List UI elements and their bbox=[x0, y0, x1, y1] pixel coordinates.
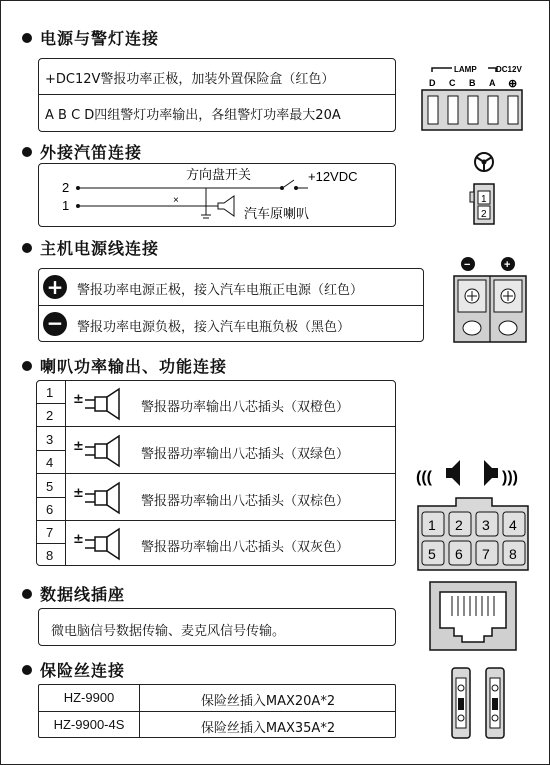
horn-connector-diagram bbox=[462, 148, 508, 226]
speaker-row-3: 警报器功率输出八芯插头（双棕色） bbox=[141, 494, 350, 509]
speaker-icon-2 bbox=[83, 434, 127, 468]
speaker-left-icon bbox=[446, 460, 460, 486]
pm-sign-4: ± bbox=[73, 532, 84, 547]
pm-sign-3: ± bbox=[73, 486, 84, 501]
minus-circle-icon: − bbox=[43, 312, 67, 336]
fuse-model-2: HZ-9900-4S bbox=[53, 717, 125, 732]
plug-pin-4: 4 bbox=[509, 517, 517, 533]
pin-1: 1 bbox=[46, 385, 54, 400]
pin-4: 4 bbox=[46, 455, 54, 470]
power-lamp-row-1: +DC12V警报功率正极，加装外置保险盒（红色） bbox=[45, 72, 335, 87]
connector-pin-2: 2 bbox=[481, 209, 487, 220]
bullet-icon bbox=[22, 589, 32, 599]
pin-3: 3 bbox=[46, 432, 54, 447]
divider bbox=[37, 473, 395, 474]
speaker-table bbox=[36, 380, 396, 566]
divider bbox=[37, 520, 395, 521]
bullet-icon bbox=[22, 665, 32, 675]
bullet-icon bbox=[22, 147, 32, 157]
wire-label-2: 2 bbox=[62, 180, 70, 195]
svg-text:−: − bbox=[464, 259, 471, 271]
pin-d: D bbox=[429, 78, 436, 88]
data-table bbox=[38, 608, 396, 646]
section-title-text: 数据线插座 bbox=[40, 585, 126, 604]
speaker-right-icon bbox=[484, 460, 498, 486]
bullet-icon bbox=[22, 33, 32, 43]
svg-text:+: + bbox=[504, 259, 511, 271]
voltage-label: +12VDC bbox=[308, 169, 358, 184]
section-title-text: 保险丝连接 bbox=[40, 661, 126, 680]
section-title-power-lamp bbox=[22, 26, 159, 49]
data-row: 微电脑信号数据传输、麦克风信号传输。 bbox=[51, 624, 286, 639]
section-title-text: 电源与警灯连接 bbox=[40, 29, 160, 48]
svg-text:×: × bbox=[173, 195, 179, 206]
divider bbox=[39, 94, 395, 95]
section-title-main-power bbox=[22, 236, 159, 259]
section-title-data bbox=[22, 582, 125, 605]
plug-pin-8: 8 bbox=[509, 546, 517, 562]
main-power-table bbox=[38, 268, 424, 342]
section-title-fuse bbox=[22, 658, 125, 681]
power-terminal-diagram bbox=[450, 254, 530, 344]
horn-wiring-diagram bbox=[38, 163, 396, 227]
pin-plus: ⊕ bbox=[508, 78, 518, 90]
power-lamp-table bbox=[38, 58, 396, 132]
pin-7: 7 bbox=[46, 525, 54, 540]
pin-b: B bbox=[469, 78, 476, 88]
lamp-connector-diagram bbox=[418, 62, 528, 132]
speaker-row-1: 警报器功率输出八芯插头（双橙色） bbox=[141, 400, 350, 415]
pin-5: 5 bbox=[46, 479, 54, 494]
plug-pin-5: 5 bbox=[428, 546, 436, 562]
connector-pin-1: 1 bbox=[481, 194, 487, 205]
pin-6: 6 bbox=[46, 502, 54, 517]
fuse-desc-1: 保险丝插入MAX20A*2 bbox=[200, 694, 336, 709]
fuse-holder-diagram bbox=[446, 666, 514, 742]
plug-pin-3: 3 bbox=[482, 517, 490, 533]
main-power-row-1: 警报功率电源正极，接入汽车电瓶正电源（红色） bbox=[77, 283, 364, 298]
horn-label: 汽车原喇叭 bbox=[244, 206, 310, 221]
section-title-text: 喇叭功率输出、功能连接 bbox=[40, 357, 228, 376]
divider bbox=[39, 711, 395, 712]
section-title-text: 主机电源线连接 bbox=[40, 239, 160, 258]
switch-label: 方向盘开关 bbox=[186, 167, 252, 182]
svg-text:(((: ((( bbox=[416, 469, 432, 486]
divider bbox=[39, 305, 423, 306]
speaker-row-4: 警报器功率输出八芯插头（双灰色） bbox=[141, 540, 350, 555]
eight-pin-plug-diagram bbox=[412, 456, 536, 572]
section-title-speaker bbox=[22, 354, 227, 377]
bullet-icon bbox=[22, 361, 32, 371]
horn-icon bbox=[218, 196, 234, 216]
speaker-icon-1 bbox=[83, 387, 127, 421]
plug-pin-1: 1 bbox=[428, 517, 436, 533]
divider bbox=[37, 426, 395, 427]
pm-sign-2: ± bbox=[73, 439, 84, 454]
plug-pin-7: 7 bbox=[482, 546, 490, 562]
svg-text:))): ))) bbox=[502, 469, 518, 486]
main-power-row-2: 警报功率电源负极，接入汽车电瓶负极（黑色） bbox=[77, 320, 351, 335]
rj45-socket-diagram bbox=[428, 580, 518, 652]
speaker-icon-3 bbox=[83, 481, 127, 515]
plug-pin-6: 6 bbox=[455, 546, 463, 562]
pm-sign-1: ± bbox=[73, 392, 84, 407]
lamp-label: LAMP bbox=[454, 65, 477, 74]
section-title-horn bbox=[22, 140, 142, 163]
bullet-icon bbox=[22, 243, 32, 253]
pin-8: 8 bbox=[46, 548, 54, 563]
fuse-table bbox=[38, 684, 396, 738]
section-title-text: 外接汽笛连接 bbox=[40, 143, 143, 162]
plus-circle-icon: + bbox=[43, 275, 67, 299]
speaker-row-2: 警报器功率输出八芯插头（双绿色） bbox=[141, 447, 350, 462]
power-lamp-row-2: A B C D四组警灯功率输出，各组警灯功率最大20A bbox=[45, 108, 341, 123]
dc-label: DC12V bbox=[496, 65, 522, 74]
pin-c: C bbox=[449, 78, 456, 88]
fuse-desc-2: 保险丝插入MAX35A*2 bbox=[200, 721, 336, 736]
wire-label-1: 1 bbox=[62, 198, 70, 213]
fuse-model-1: HZ-9900 bbox=[63, 690, 115, 705]
plug-pin-2: 2 bbox=[455, 517, 463, 533]
pin-2: 2 bbox=[46, 408, 54, 423]
pin-a: A bbox=[489, 78, 496, 88]
speaker-icon-4 bbox=[83, 527, 127, 561]
